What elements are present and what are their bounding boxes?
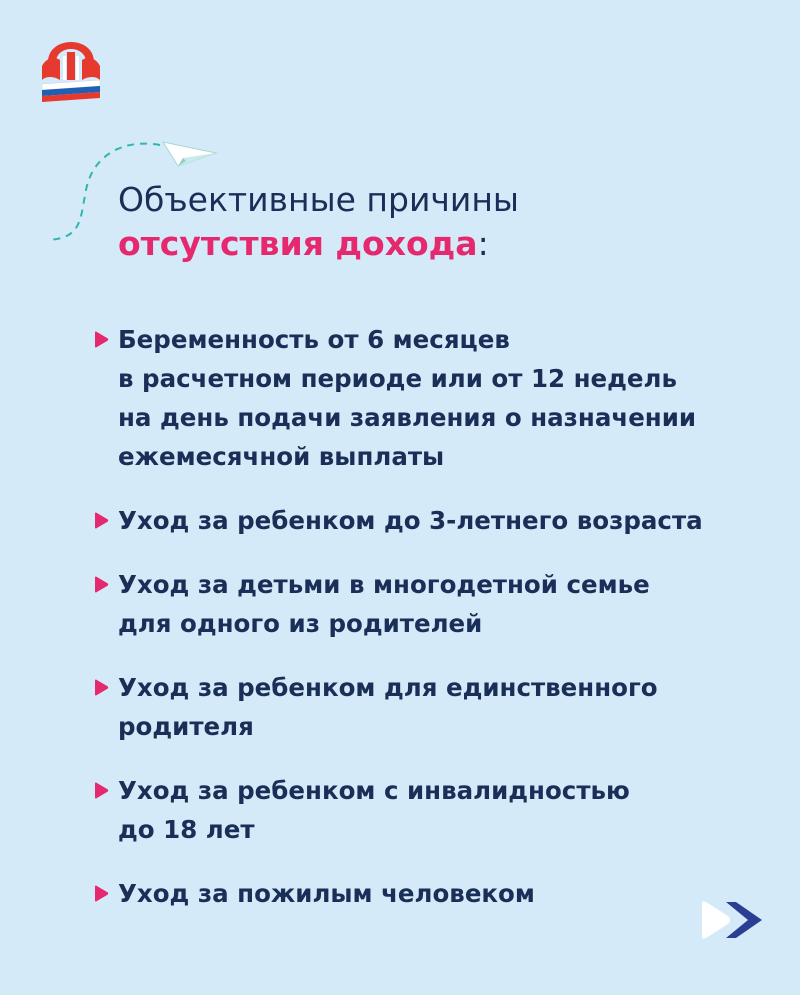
bullet-triangle-icon xyxy=(93,885,109,902)
list-item-line: Уход за детьми в многодетной семье xyxy=(118,570,650,599)
bullet-triangle-icon xyxy=(93,679,109,696)
bullet-triangle-icon xyxy=(93,512,109,529)
list-item-line: родителя xyxy=(118,712,254,741)
list-item-line: до 18 лет xyxy=(118,815,255,844)
list-item-line: Уход за пожилым человеком xyxy=(118,879,535,908)
list-item xyxy=(93,320,783,476)
list-item-line: Уход за ребенком до 3-летнего возраста xyxy=(118,506,703,535)
list-item xyxy=(93,565,783,643)
list-item xyxy=(93,668,783,746)
list-item-line: Уход за ребенком для единственного xyxy=(118,673,658,702)
list-item-line: Уход за ребенком с инвалидностью xyxy=(118,776,630,805)
list-item-line: в расчетном периоде или от 12 недель xyxy=(118,364,677,393)
list-item xyxy=(93,874,783,913)
next-arrows-icon[interactable] xyxy=(700,898,766,942)
reasons-list xyxy=(93,320,783,938)
list-item xyxy=(93,501,783,540)
list-item xyxy=(93,771,783,849)
bullet-triangle-icon xyxy=(93,782,109,799)
title-suffix: : xyxy=(477,224,489,263)
bullet-triangle-icon xyxy=(93,331,109,348)
title-line: Объективные причины xyxy=(118,180,519,219)
bullet-triangle-icon xyxy=(93,576,109,593)
paper-plane-icon xyxy=(163,142,216,166)
pfr-emblem-icon xyxy=(36,36,106,106)
page-title xyxy=(118,178,519,266)
list-item-line: ежемесячной выплаты xyxy=(118,442,445,471)
title-accent: отсутствия дохода xyxy=(118,224,478,263)
list-item-line: на день подачи заявления о назначении xyxy=(118,403,697,432)
list-item-line: Беременность от 6 месяцев xyxy=(118,325,510,354)
list-item-line: для одного из родителей xyxy=(118,609,483,638)
